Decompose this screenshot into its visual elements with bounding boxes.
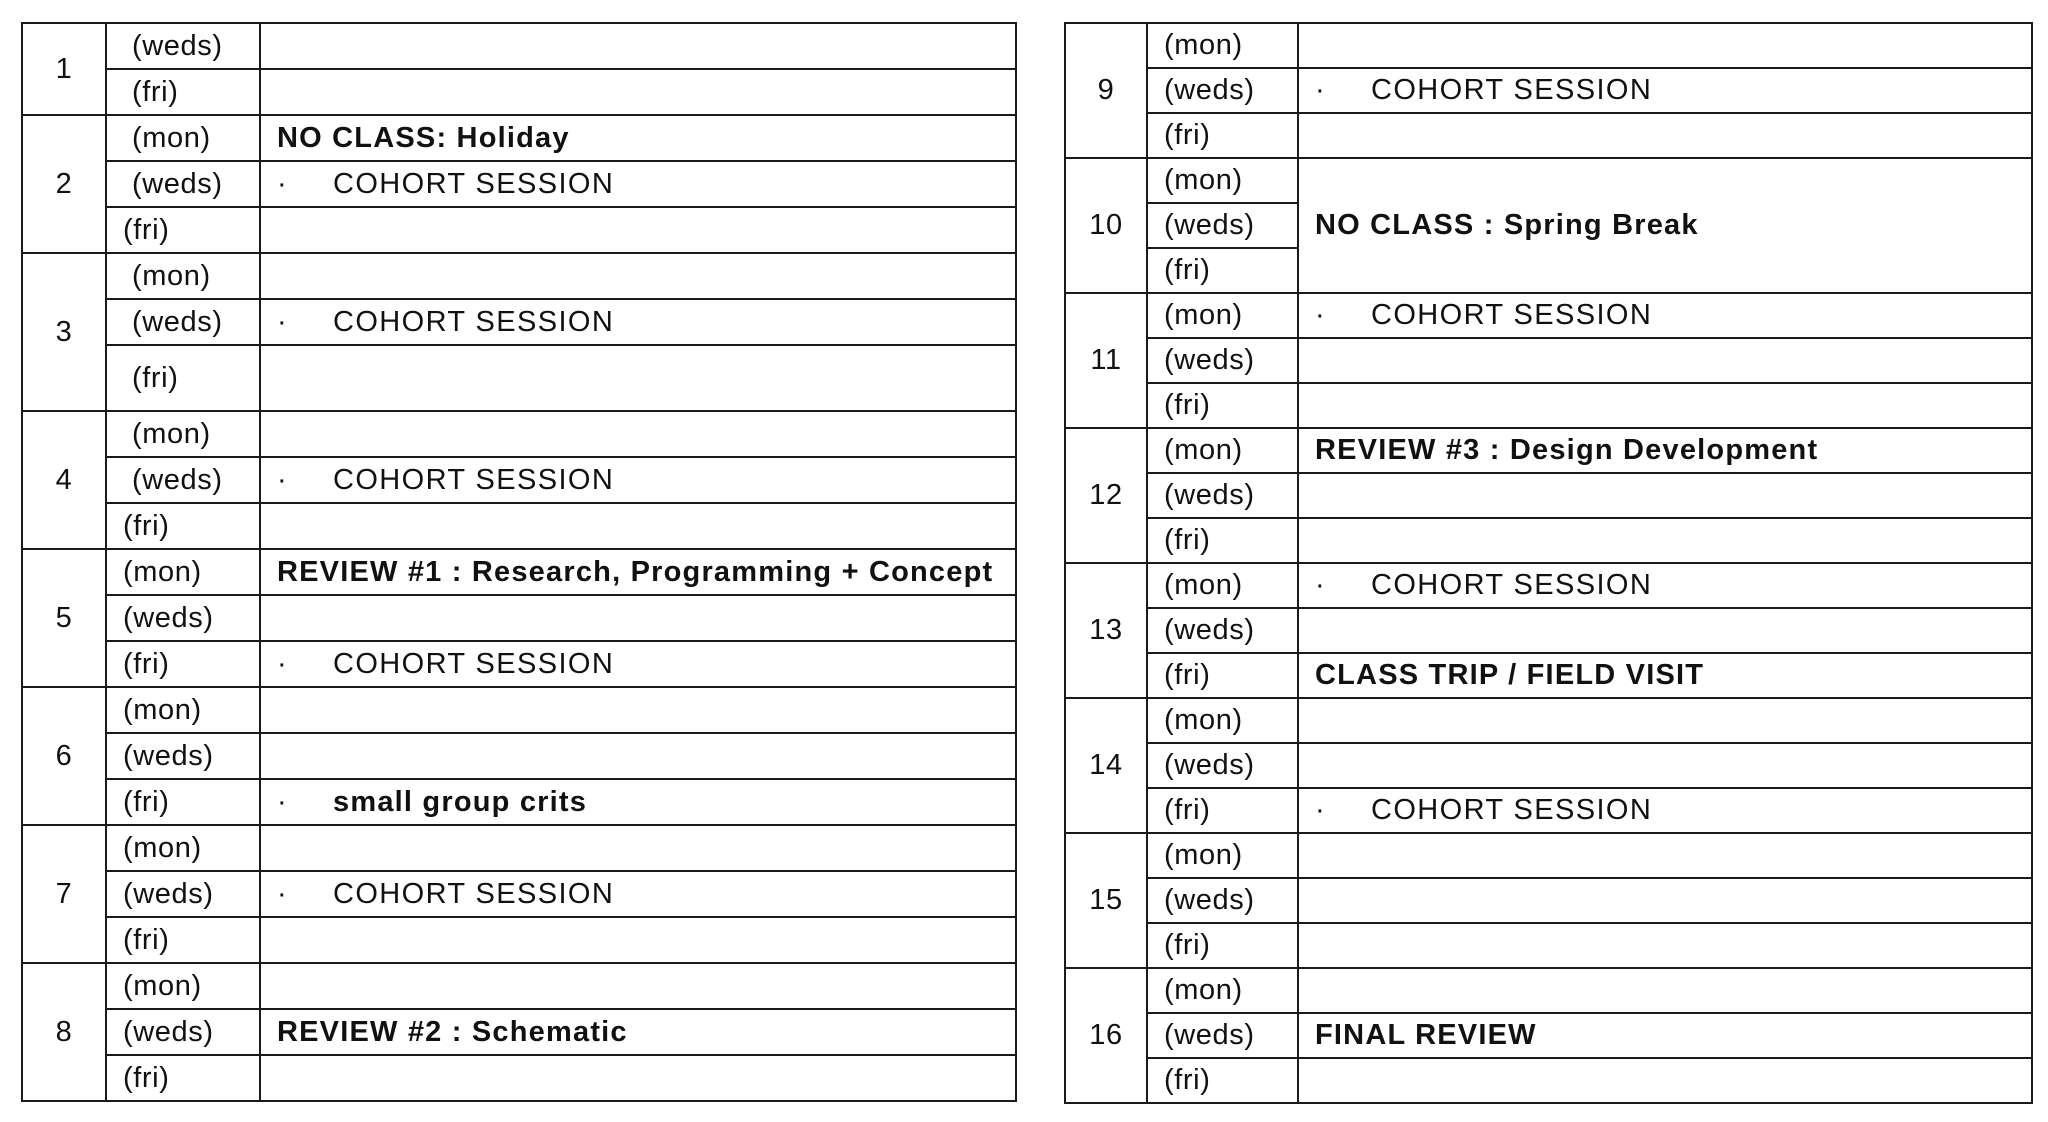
schedule-row: [1065, 563, 2032, 608]
day-label: (weds): [1147, 743, 1298, 788]
day-label: (fri): [106, 69, 260, 115]
day-label: (mon): [1147, 968, 1298, 1013]
event-cell: [260, 207, 1016, 253]
schedule-row: [1065, 653, 2032, 698]
day-label: (weds): [1147, 203, 1298, 248]
day-label: (mon): [1147, 428, 1298, 473]
event-cell: [1298, 923, 2032, 968]
schedule-row: [22, 23, 1016, 69]
event-cell: [260, 825, 1016, 871]
event-text: COHORT SESSION: [333, 167, 615, 200]
event-cell: [260, 411, 1016, 457]
event-cell: [260, 161, 1016, 207]
event-cell: [260, 503, 1016, 549]
event-cell: [1298, 338, 2032, 383]
day-label: (mon): [1147, 293, 1298, 338]
day-label: (mon): [1147, 698, 1298, 743]
day-label: (mon): [1147, 158, 1298, 203]
day-label: (mon): [106, 253, 260, 299]
schedule-row: [22, 411, 1016, 457]
day-label: (mon): [106, 963, 260, 1009]
schedule-row: [22, 917, 1016, 963]
day-label: (fri): [1147, 113, 1298, 158]
week-number: 15: [1065, 833, 1147, 968]
schedule-row: [1065, 383, 2032, 428]
bullet-icon: ·: [277, 877, 288, 910]
schedule-row: [22, 457, 1016, 503]
event-cell: [260, 595, 1016, 641]
schedule-row: [1065, 833, 2032, 878]
event-cell: [1298, 23, 2032, 68]
schedule-row: [22, 963, 1016, 1009]
day-label: (fri): [1147, 788, 1298, 833]
event-cell: [1298, 1013, 2032, 1058]
event-text: COHORT SESSION: [333, 877, 615, 910]
day-label: (weds): [106, 457, 260, 503]
day-label: (fri): [1147, 1058, 1298, 1103]
event-cell: [260, 549, 1016, 595]
event-cell: [260, 871, 1016, 917]
bullet-icon: ·: [1315, 569, 1326, 601]
day-label: (weds): [106, 161, 260, 207]
day-label: (mon): [106, 549, 260, 595]
event-text: NO CLASS : Spring Break: [1315, 209, 1699, 241]
schedule-row: [1065, 473, 2032, 518]
schedule-row: [1065, 113, 2032, 158]
event-text: COHORT SESSION: [333, 305, 615, 338]
day-label: (fri): [1147, 248, 1298, 293]
event-text: COHORT SESSION: [1371, 74, 1653, 106]
week-number: 16: [1065, 968, 1147, 1103]
event-text: REVIEW #2 : Schematic: [277, 1015, 628, 1048]
day-label: (fri): [106, 345, 260, 411]
event-cell: [260, 963, 1016, 1009]
day-label: (mon): [1147, 833, 1298, 878]
schedule-row: [22, 871, 1016, 917]
bullet-icon: ·: [1315, 74, 1326, 106]
day-label: (weds): [1147, 338, 1298, 383]
schedule-row: [1065, 608, 2032, 653]
event-cell: [260, 1055, 1016, 1101]
week-number: 9: [1065, 23, 1147, 158]
schedule-row: [22, 779, 1016, 825]
event-cell: [1298, 833, 2032, 878]
event-cell: [1298, 293, 2032, 338]
schedule-row: [1065, 68, 2032, 113]
schedule-table-right: [1064, 22, 2033, 1104]
event-text: REVIEW #1 : Research, Programming + Concept: [277, 555, 994, 588]
week-number: 7: [22, 825, 106, 963]
week-number: 13: [1065, 563, 1147, 698]
event-cell: [1298, 563, 2032, 608]
schedule-table-left: [21, 22, 1017, 1102]
day-label: (mon): [1147, 563, 1298, 608]
schedule-row: [22, 733, 1016, 779]
day-label: (weds): [106, 299, 260, 345]
day-label: (fri): [106, 1055, 260, 1101]
event-text: small group crits: [333, 785, 588, 818]
event-cell: [260, 69, 1016, 115]
day-label: (fri): [1147, 518, 1298, 563]
week-number: 5: [22, 549, 106, 687]
day-label: (weds): [1147, 1013, 1298, 1058]
event-cell: [1298, 788, 2032, 833]
event-cell: [260, 457, 1016, 503]
schedule-row: [22, 549, 1016, 595]
bullet-icon: ·: [277, 463, 288, 496]
day-label: (mon): [106, 825, 260, 871]
event-cell: [260, 779, 1016, 825]
event-cell: [1298, 113, 2032, 158]
event-cell: [1298, 608, 2032, 653]
event-cell: [260, 115, 1016, 161]
week-number: 14: [1065, 698, 1147, 833]
day-label: (fri): [106, 207, 260, 253]
event-cell: [260, 299, 1016, 345]
event-text: COHORT SESSION: [1371, 569, 1653, 601]
week-number: 2: [22, 115, 106, 253]
event-cell: [260, 345, 1016, 411]
schedule-row: [22, 687, 1016, 733]
day-label: (weds): [106, 1009, 260, 1055]
day-label: (weds): [106, 23, 260, 69]
schedule-row: [22, 503, 1016, 549]
schedule-row: [1065, 878, 2032, 923]
event-text: REVIEW #3 : Design Development: [1315, 434, 1819, 466]
event-cell: [260, 687, 1016, 733]
day-label: (weds): [1147, 878, 1298, 923]
day-label: (weds): [1147, 68, 1298, 113]
event-text: FINAL REVIEW: [1315, 1019, 1537, 1051]
day-label: (fri): [106, 917, 260, 963]
bullet-icon: ·: [277, 305, 288, 338]
week-number: 3: [22, 253, 106, 411]
schedule-row: [22, 345, 1016, 411]
day-label: (weds): [1147, 473, 1298, 518]
bullet-icon: ·: [1315, 299, 1326, 331]
schedule-row: [22, 253, 1016, 299]
day-label: (fri): [106, 641, 260, 687]
schedule-row: [22, 69, 1016, 115]
schedule-row: [1065, 968, 2032, 1013]
day-label: (fri): [1147, 653, 1298, 698]
schedule-row: [1065, 1058, 2032, 1103]
schedule-row: [1065, 518, 2032, 563]
day-label: (fri): [106, 503, 260, 549]
event-cell: [1298, 698, 2032, 743]
event-text: COHORT SESSION: [333, 647, 615, 680]
week-number: 4: [22, 411, 106, 549]
week-number: 6: [22, 687, 106, 825]
schedule-row: [1065, 788, 2032, 833]
day-label: (mon): [106, 411, 260, 457]
event-text: NO CLASS: Holiday: [277, 121, 570, 154]
day-label: (fri): [1147, 383, 1298, 428]
schedule-row: [1065, 428, 2032, 473]
event-cell: [260, 23, 1016, 69]
schedule-row: [22, 299, 1016, 345]
schedule-row: [22, 1009, 1016, 1055]
event-cell: [1298, 68, 2032, 113]
event-text: CLASS TRIP / FIELD VISIT: [1315, 659, 1705, 691]
bullet-icon: ·: [277, 647, 288, 680]
day-label: (mon): [106, 115, 260, 161]
day-label: (weds): [106, 871, 260, 917]
schedule-row: [22, 207, 1016, 253]
schedule-row: [1065, 923, 2032, 968]
schedule-row: [1065, 158, 2032, 203]
event-text: COHORT SESSION: [333, 463, 615, 496]
day-label: (fri): [106, 779, 260, 825]
schedule-row: [1065, 698, 2032, 743]
schedule-row: [22, 115, 1016, 161]
event-cell: [1298, 1058, 2032, 1103]
day-label: (mon): [1147, 23, 1298, 68]
schedule-row: [1065, 743, 2032, 788]
event-cell: [1298, 158, 2032, 293]
event-cell: [260, 917, 1016, 963]
week-number: 1: [22, 23, 106, 115]
event-cell: [260, 1009, 1016, 1055]
day-label: (mon): [106, 687, 260, 733]
week-number: 8: [22, 963, 106, 1101]
event-cell: [1298, 878, 2032, 923]
schedule-row: [1065, 338, 2032, 383]
event-cell: [260, 641, 1016, 687]
event-cell: [260, 733, 1016, 779]
schedule-row: [22, 1055, 1016, 1101]
day-label: (weds): [106, 595, 260, 641]
week-number: 11: [1065, 293, 1147, 428]
bullet-icon: ·: [277, 167, 288, 200]
event-cell: [260, 253, 1016, 299]
schedule-row: [1065, 293, 2032, 338]
week-number: 10: [1065, 158, 1147, 293]
event-cell: [1298, 383, 2032, 428]
event-cell: [1298, 743, 2032, 788]
schedule-row: [1065, 23, 2032, 68]
schedule-row: [1065, 1013, 2032, 1058]
event-cell: [1298, 968, 2032, 1013]
schedule-row: [22, 161, 1016, 207]
bullet-icon: ·: [1315, 794, 1326, 826]
event-cell: [1298, 653, 2032, 698]
week-number: 12: [1065, 428, 1147, 563]
event-cell: [1298, 428, 2032, 473]
event-cell: [1298, 473, 2032, 518]
schedule-row: [22, 595, 1016, 641]
day-label: (weds): [1147, 608, 1298, 653]
day-label: (fri): [1147, 923, 1298, 968]
schedule-row: [22, 641, 1016, 687]
bullet-icon: ·: [277, 785, 288, 818]
event-cell: [1298, 518, 2032, 563]
event-text: COHORT SESSION: [1371, 794, 1653, 826]
day-label: (weds): [106, 733, 260, 779]
event-text: COHORT SESSION: [1371, 299, 1653, 331]
schedule-row: [22, 825, 1016, 871]
